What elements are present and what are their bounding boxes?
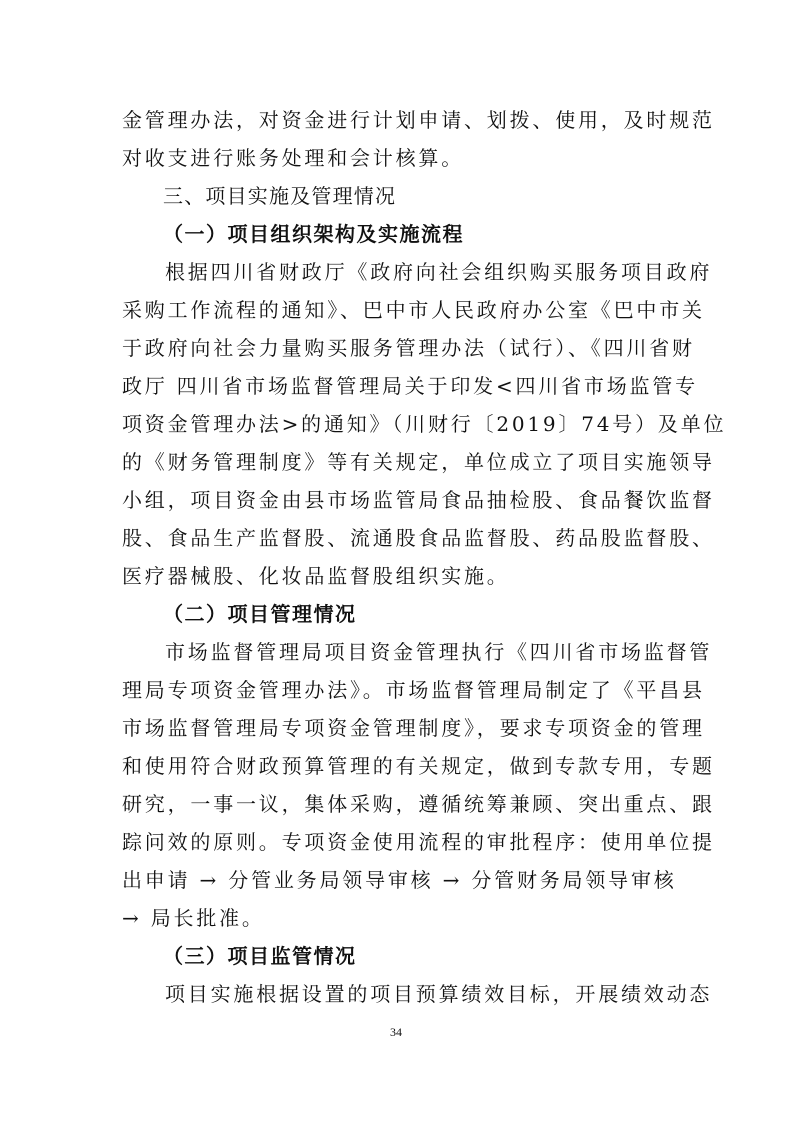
section-heading: 三、项目实施及管理情况: [163, 184, 397, 208]
paragraph-line: 小组，项目资金由县市场监管局食品抽检股、食品餐饮监督: [122, 488, 715, 512]
paragraph-line: 市场监督管理局项目资金管理执行《四川省市场监督管: [165, 640, 713, 664]
page-number: 34: [390, 1025, 402, 1039]
paragraph-line: 医疗器械股、化妆品监督股组织实施。: [122, 564, 510, 588]
paragraph-line: 金管理办法，对资金进行计划申请、划拨、使用，及时规范: [122, 108, 715, 132]
subsection-heading: （一）项目组织架构及实施流程: [163, 222, 464, 246]
paragraph-line: 采购工作流程的通知》、巴中市人民政府办公室《巴中市关: [122, 298, 705, 322]
paragraph-line: 研究，一事一议，集体采购，遵循统筹兼顾、突出重点、跟: [122, 792, 715, 816]
paragraph-line: 股、食品生产监督股、流通股食品监督股、药品股监督股、: [122, 526, 715, 550]
paragraph-line: 的《财务管理制度》等有关规定，单位成立了项目实施领导: [122, 450, 715, 474]
paragraph-line: 政厅 四川省市场监督管理局关于印发<四川省市场监管专: [122, 374, 698, 398]
paragraph-line: → 局长批准。: [122, 906, 265, 930]
paragraph-line: 根据四川省财政厅《政府向社会组织购买服务项目政府: [165, 260, 713, 284]
paragraph-line: 市场监督管理局专项资金管理制度》，要求专项资金的管理: [122, 716, 705, 740]
paragraph-line: 和使用符合财政预算管理的有关规定，做到专款专用，专题: [122, 754, 715, 778]
paragraph-line: 踪问效的原则。专项资金使用流程的审批程序：使用单位提: [122, 830, 715, 854]
subsection-heading: （二）项目管理情况: [163, 602, 357, 626]
paragraph-line: 项目实施根据设置的项目预算绩效目标，开展绩效动态: [165, 982, 713, 1006]
paragraph-line: 于政府向社会力量购买服务管理办法（试行）、《四川省财: [122, 336, 695, 360]
paragraph-line: 出申请 → 分管业务局领导审核 → 分管财务局领导审核: [122, 868, 677, 892]
subsection-heading: （三）项目监管情况: [163, 944, 357, 968]
paragraph-line: 对收支进行账务处理和会计核算。: [122, 146, 464, 170]
paragraph-line: 项资金管理办法>的通知》（川财行〔2019〕74号）及单位: [122, 412, 727, 436]
paragraph-line: 理局专项资金管理办法》。市场监督管理局制定了《平昌县: [122, 678, 705, 702]
